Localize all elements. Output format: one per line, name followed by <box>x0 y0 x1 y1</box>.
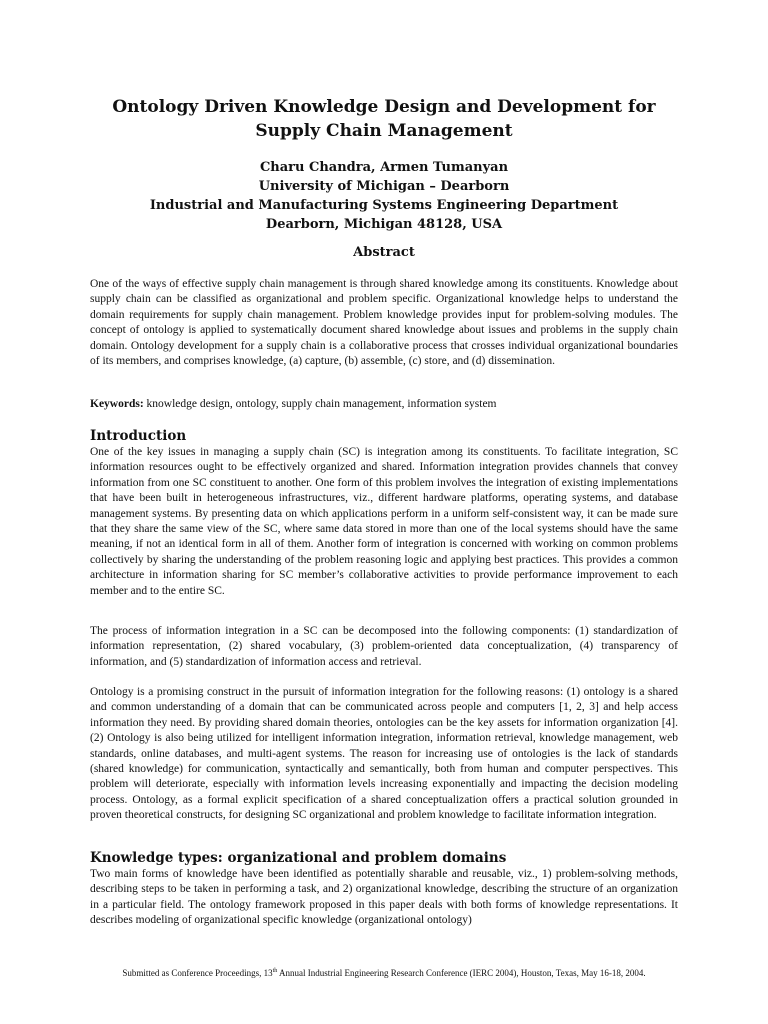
introduction-paragraph-3: Ontology is a promising construct in the pursuit of information integration for the following reasons: (1) ontology is a shared and common understanding of a domain that can be communicated across people and computers [1, 2, 3] and help access information they need. By providing shared domain theories, ontologies can be the key assets for information organization [4]. (2) Ontology is also being utilized for intelligent information integration, information retrieval, knowledge management, web standards, online databases, and multi-agent systems. The reason for increasing use of ontologies is the lack of standards (shared knowledge) for communication, syntactically and semantically, both from human and computer perspectives. This problem will deteriorate, especially with information levels increasing exponentially and impacting the decision modeling process. Ontology, as a formal explicit specification of a shared conceptualization offers a practical solution grounded in proven theoretical constructs, for designing SC organizational and problem knowledge to facilitate information integration. <box>90 686 678 822</box>
author-block <box>90 158 678 234</box>
keywords <box>90 397 678 412</box>
author-names: Charu Chandra, Armen Tumanyan <box>259 160 509 175</box>
introduction-heading: Introduction <box>90 428 187 444</box>
abstract-heading: Abstract <box>353 245 415 260</box>
paper-title: Ontology Driven Knowledge Design and Development for Supply Chain Management <box>112 97 656 141</box>
introduction-paragraph-2: The process of information integration in a SC can be decomposed into the following components: (1) standardization of information representation, (2) shared vocabulary, (3) problem-oriented data conceptualization, (4) transparency of information, and (5) standardization of information access and retrieval. <box>90 625 678 668</box>
knowledge-types-paragraph-1: Two main forms of knowledge have been identified as potentially sharable and reusable, viz., 1) problem-solving methods, describing steps to be taken in performing a task, and 2) organizational knowledge, describing the structure of an organization in a particular field. The ontology framework proposed in this paper deals with both forms of knowledge representations. It describes modeling of organizational specific knowledge (organizational ontology) <box>90 868 678 927</box>
author-location: Dearborn, Michigan 48128, USA <box>265 217 503 232</box>
author-department: Industrial and Manufacturing Systems Engineering Department <box>149 198 619 213</box>
knowledge-types-heading: Knowledge types: organizational and problem domains <box>90 850 507 866</box>
keywords-text: knowledge design, ontology, supply chain management, information system <box>146 398 497 410</box>
footer-note <box>90 965 678 979</box>
author-university: University of Michigan – Dearborn <box>258 179 510 194</box>
footer-text-after: Annual Industrial Engineering Research Conference (IERC 2004), Houston, Texas, May 16-18, 2004. <box>277 968 646 978</box>
footer-superscript: th <box>272 968 278 974</box>
footer-text-before: Submitted as Conference Proceedings, 13 <box>122 968 273 978</box>
introduction-paragraph-1: One of the key issues in managing a supply chain (SC) is integration among its constituents. To facilitate integration, SC information resources ought to be effectively organized and shared. Information integration provides channels that convey information from one SC constituent to another. One form of this problem involves the integration of existing implementations that have been built in heterogeneous infrastructures, viz., different hardware platforms, operating systems, and database management systems. By presenting data on which applications perform in a uniform self-consistent way, it can be made sure that they share the same view of the SC, where same data stored in more than one of the local systems should have the same meaning, if not an identical form in all of them. Another form of integration is concerned with working on common problems collectively by sharing the understanding of the problem reasoning logic and applying best practices. This provides a common architecture in information sharing for SC member’s collaborative activities to provide performance improvement to each member and to the entire SC. <box>90 446 678 597</box>
keywords-label: Keywords: <box>90 398 144 410</box>
abstract-text: One of the ways of effective supply chain management is through shared knowledge among its constituents. Knowledge about supply chain can be classified as organizational and problem specific. Organizational knowledge helps to understand the domain requirements for supply chain management. Problem knowledge provides input for problem-solving modules. The concept of ontology is applied to systematically document shared knowledge about issues and problems in the supply chain domain. Ontology development for a supply chain is a collaborative process that crosses individual organizational boundaries of its members, and comprises knowledge, (a) capture, (b) assemble, (c) store, and (d) dissemination. <box>90 278 678 368</box>
